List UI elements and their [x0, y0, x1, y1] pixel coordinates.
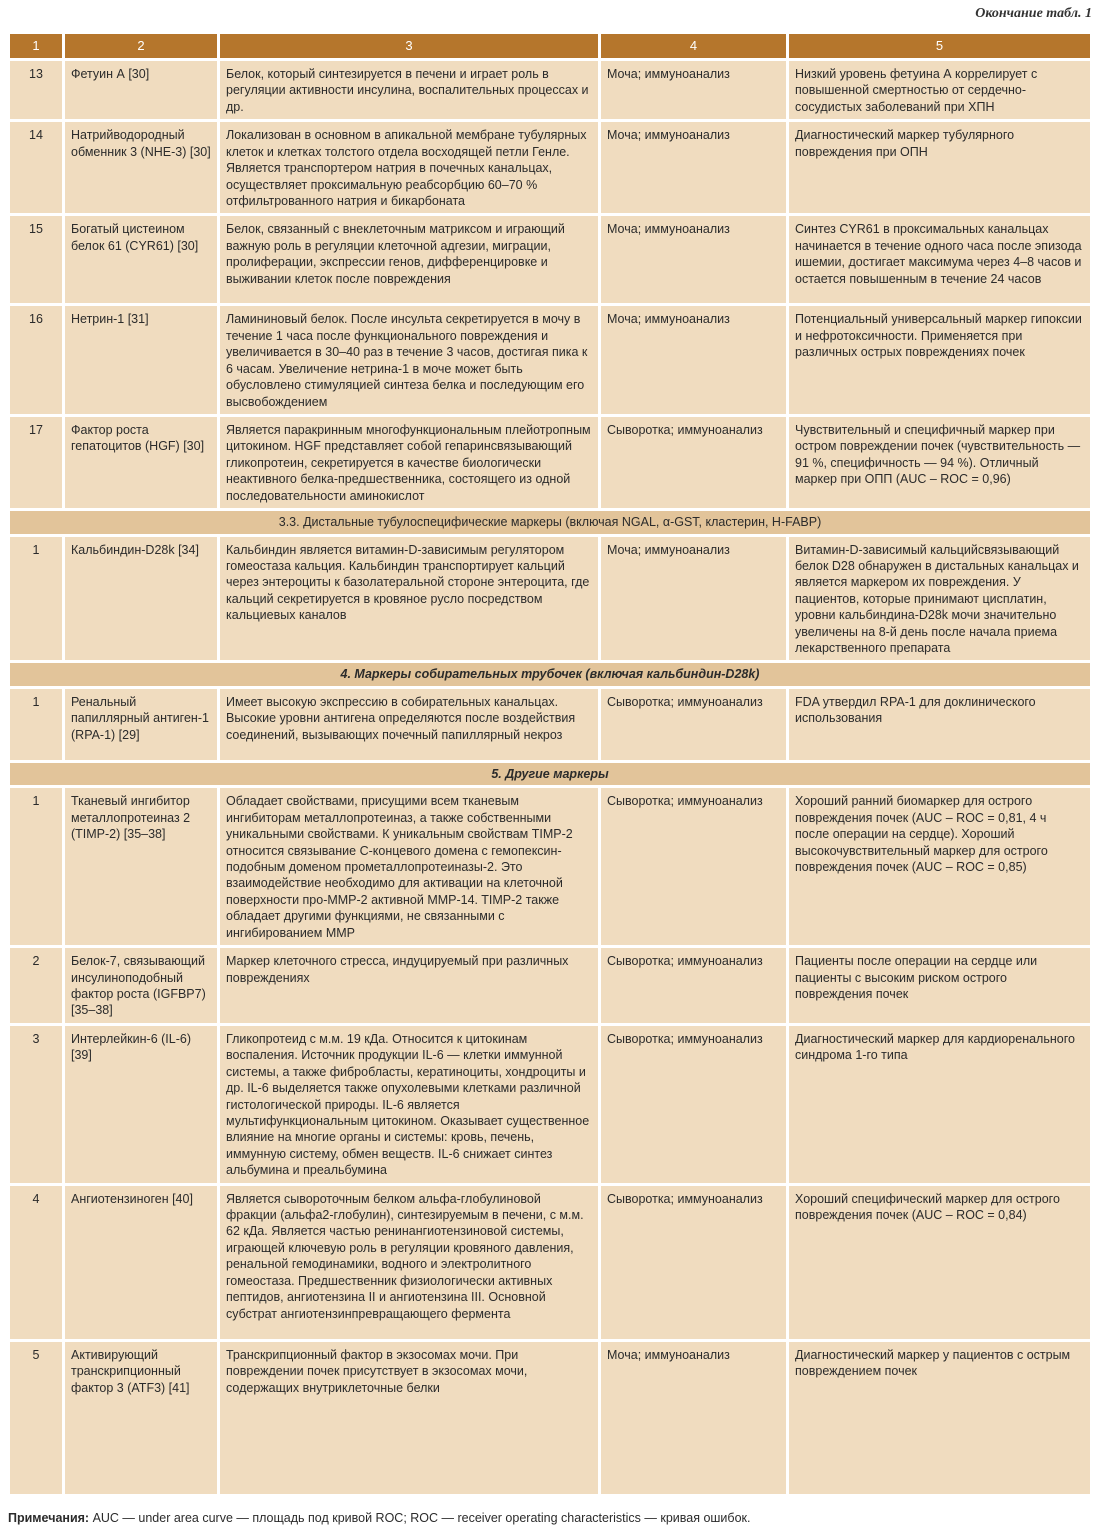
marker-significance: Диагностический маркер тубулярного повреждения при ОПН — [789, 122, 1090, 213]
section-title: 4. Маркеры собирательных трубочек (включая кальбиндин-D28k) — [10, 663, 1090, 685]
row-number: 5 — [10, 1342, 62, 1494]
sample-method: Моча; иммуноанализ — [601, 306, 786, 414]
row-number: 1 — [10, 689, 62, 760]
marker-name: Богатый цистеином белок 61 (CYR61) [30] — [65, 216, 217, 303]
table-row — [10, 216, 1090, 303]
table-row — [10, 689, 1090, 760]
sample-method: Моча; иммуноанализ — [601, 216, 786, 303]
section-title: 5. Другие маркеры — [10, 763, 1090, 785]
marker-significance: Чувствительный и специфичный маркер при остром повреждении почек (чувствительность — 91 %, специфичность — 94 %). Отличный маркер при ОПП (AUC – ROC = 0,96) — [789, 417, 1090, 508]
marker-significance: FDA утвердил RPA-1 для доклинического использования — [789, 689, 1090, 760]
sample-method: Моча; иммуноанализ — [601, 1342, 786, 1494]
marker-description: Белок, связанный с внеклеточным матриксом и играющий важную роль в регуляции клеточной адгезии, миграции, пролиферации, экспрессии генов, дифференцировке и выживании клеток после повреждения — [220, 216, 598, 303]
marker-name: Фактор роста гепатоцитов (HGF) [30] — [65, 417, 217, 508]
row-number: 13 — [10, 61, 62, 119]
marker-name: Натрийводородный обменник 3 (NHE-3) [30] — [65, 122, 217, 213]
row-number: 1 — [10, 537, 62, 661]
marker-description: Гликопротеид с м.м. 19 кДа. Относится к цитокинам воспаления. Источник продукции IL-6 — клетки иммунной системы, а также фибробласты, кератиноциты, хондроциты и др. IL-6 выделяется также опухолевыми клетками различной гистологической природы. IL-6 является мультифункциональным цитокином. Оказывает существенное влияние на многие органы и системы: кровь, печень, иммунную систему, обмен веществ. IL-6 снижает синтез альбумина и преальбумина — [220, 1026, 598, 1183]
table-row — [10, 537, 1090, 661]
table-row — [10, 417, 1090, 508]
marker-description: Является сывороточным белком альфа-глобулиновой фракции (альфа2-глобулин), синтезируемым в печени, с м.м. 62 кДа. Является частью ренинангиотензиновой системы, играющей ключевую роль в регуляции кровяного давления, ренальной гемодинамики, водного и электролитного гомеостаза. Предшественник физиологически активных пептидов, ангиотензина II и ангиотензина III. Основной субстрат ангиотензинпревращающего фермента — [220, 1186, 598, 1339]
table-notes — [8, 1511, 750, 1525]
marker-description: Кальбиндин является витамин-D-зависимым регулятором гомеостаза кальция. Кальбиндин транспортирует кальций через энтероциты к базолатеральной стороне энтероцита, где кальций секретируется в кровяное русло посредством кальциевых каналов — [220, 537, 598, 661]
notes-text: AUC — under area curve — площадь под кривой ROC; ROC — receiver operating characteristics — кривая ошибок. — [89, 1511, 751, 1525]
sample-method: Сыворотка; иммуноанализ — [601, 1026, 786, 1183]
row-number: 16 — [10, 306, 62, 414]
marker-significance: Пациенты после операции на сердце или пациенты с высоким риском острого повреждения почек — [789, 948, 1090, 1023]
marker-name: Ангиотензиноген [40] — [65, 1186, 217, 1339]
marker-name: Кальбиндин-D28k [34] — [65, 537, 217, 661]
row-number: 1 — [10, 788, 62, 945]
marker-significance: Витамин-D-зависимый кальцийсвязывающий белок D28 обнаружен в дистальных канальцах и является маркером их повреждения. У пациентов, которые принимают цисплатин, уровни кальбиндина-D28k мочи значительно увеличены на 8-й день после начала приема лекарственного препарата — [789, 537, 1090, 661]
sample-method: Сыворотка; иммуноанализ — [601, 689, 786, 760]
marker-name: Фетуин А [30] — [65, 61, 217, 119]
marker-description: Является паракринным многофункциональным плейотропным цитокином. HGF представляет собой гепаринсвязывающий гликопротеин, секретируется в качестве биологически неактивного белка-предшественника, состоящего из одной последовательности аминокислот — [220, 417, 598, 508]
table-row — [10, 1186, 1090, 1339]
column-header: 1 — [10, 34, 62, 58]
table-row — [10, 948, 1090, 1023]
column-header: 4 — [601, 34, 786, 58]
marker-name: Ренальный папиллярный антиген-1 (RPA-1) [29] — [65, 689, 217, 760]
marker-description: Транскрипционный фактор в экзосомах мочи. При повреждении почек присутствует в экзосомах мочи, содержащих внутриклеточные белки — [220, 1342, 598, 1494]
biomarkers-table — [7, 31, 1093, 1497]
marker-description: Имеет высокую экспрессию в собирательных канальцах. Высокие уровни антигена определяются после воздействия соединений, вызывающих почечный папиллярный некроз — [220, 689, 598, 760]
column-header: 2 — [65, 34, 217, 58]
marker-name: Нетрин-1 [31] — [65, 306, 217, 414]
table-row — [10, 122, 1090, 213]
table-header-row — [10, 34, 1090, 58]
table-row — [10, 61, 1090, 119]
row-number: 17 — [10, 417, 62, 508]
marker-description: Обладает свойствами, присущими всем тканевым ингибиторам металлопротеиназ, а также собственными уникальными свойствами. К уникальным свойствам TIMP-2 относится связывание С-концевого домена с гемопексин-подобным доменом прометаллопротеиназы-2. Это взаимодействие необходимо для активации на клеточной поверхности про-ММР-2 активной MMP-14. TIMP-2 также обладает другими функциями, не связанными с ингибированием MMP — [220, 788, 598, 945]
row-number: 4 — [10, 1186, 62, 1339]
table-row — [10, 306, 1090, 414]
marker-name: Тканевый ингибитор металлопротеиназ 2 (TIMP-2) [35–38] — [65, 788, 217, 945]
sample-method: Моча; иммуноанализ — [601, 122, 786, 213]
marker-significance: Низкий уровень фетуина А коррелирует с повышенной смертностью от сердечно-сосудистых заболеваний при ХПН — [789, 61, 1090, 119]
column-header: 3 — [220, 34, 598, 58]
row-number: 15 — [10, 216, 62, 303]
marker-name: Интерлейкин-6 (IL-6) [39] — [65, 1026, 217, 1183]
sample-method: Сыворотка; иммуноанализ — [601, 788, 786, 945]
marker-description: Ламининовый белок. После инсульта секретируется в мочу в течение 1 часа после функционального повреждения и увеличивается в 30–40 раз в течение 3 часов, достигая пика к 6 часам. Увеличение нетрина-1 в моче может быть обусловлено стимуляцией синтеза белка и последующим его высвобождением — [220, 306, 598, 414]
sample-method: Моча; иммуноанализ — [601, 61, 786, 119]
table-row — [10, 1026, 1090, 1183]
marker-name: Активирующий транскрипционный фактор 3 (ATF3) [41] — [65, 1342, 217, 1494]
table-row — [10, 788, 1090, 945]
table-caption: Окончание табл. 1 — [975, 6, 1092, 21]
column-header: 5 — [789, 34, 1090, 58]
row-number: 3 — [10, 1026, 62, 1183]
marker-description: Маркер клеточного стресса, индуцируемый при различных повреждениях — [220, 948, 598, 1023]
section-row — [10, 663, 1090, 685]
marker-significance: Синтез CYR61 в проксимальных канальцах начинается в течение одного часа после эпизода ишемии, достигает максимума через 4–8 часов и остается повышенным в течение 24 часов — [789, 216, 1090, 303]
sample-method: Сыворотка; иммуноанализ — [601, 1186, 786, 1339]
section-row — [10, 511, 1090, 533]
marker-name: Белок-7, связывающий инсулиноподобный фактор роста (IGFBP7) [35–38] — [65, 948, 217, 1023]
sample-method: Сыворотка; иммуноанализ — [601, 948, 786, 1023]
marker-description: Локализован в основном в апикальной мембране тубулярных клеток и клетках толстого отдела восходящей петли Генле. Является транспортером натрия в почечных канальцах, осуществляет проксимальную реабсорбцию 60–70 % отфильтрованного натрия и бикарбоната — [220, 122, 598, 213]
section-row — [10, 763, 1090, 785]
marker-significance: Диагностический маркер у пациентов с острым повреждением почек — [789, 1342, 1090, 1494]
section-title: 3.3. Дистальные тубулоспецифические маркеры (включая NGAL, α-GST, кластерин, H-FABP) — [10, 511, 1090, 533]
sample-method: Моча; иммуноанализ — [601, 537, 786, 661]
marker-significance: Потенциальный универсальный маркер гипоксии и нефротоксичности. Применяется при различных острых повреждениях почек — [789, 306, 1090, 414]
marker-significance: Хороший ранний биомаркер для острого повреждения почек (AUC – ROC = 0,81, 4 ч после операции на сердце). Хороший высокочувствительный маркер для острого повреждения почек (AUC – ROC = 0,85) — [789, 788, 1090, 945]
row-number: 14 — [10, 122, 62, 213]
row-number: 2 — [10, 948, 62, 1023]
notes-label: Примечания: — [8, 1511, 90, 1525]
marker-description: Белок, который синтезируется в печени и играет роль в регуляции активности инсулина, воспалительных процессах и др. — [220, 61, 598, 119]
sample-method: Сыворотка; иммуноанализ — [601, 417, 786, 508]
marker-significance: Хороший специфический маркер для острого повреждения почек (AUC – ROC = 0,84) — [789, 1186, 1090, 1339]
table-row — [10, 1342, 1090, 1494]
marker-significance: Диагностический маркер для кардиоренального синдрома 1-го типа — [789, 1026, 1090, 1183]
